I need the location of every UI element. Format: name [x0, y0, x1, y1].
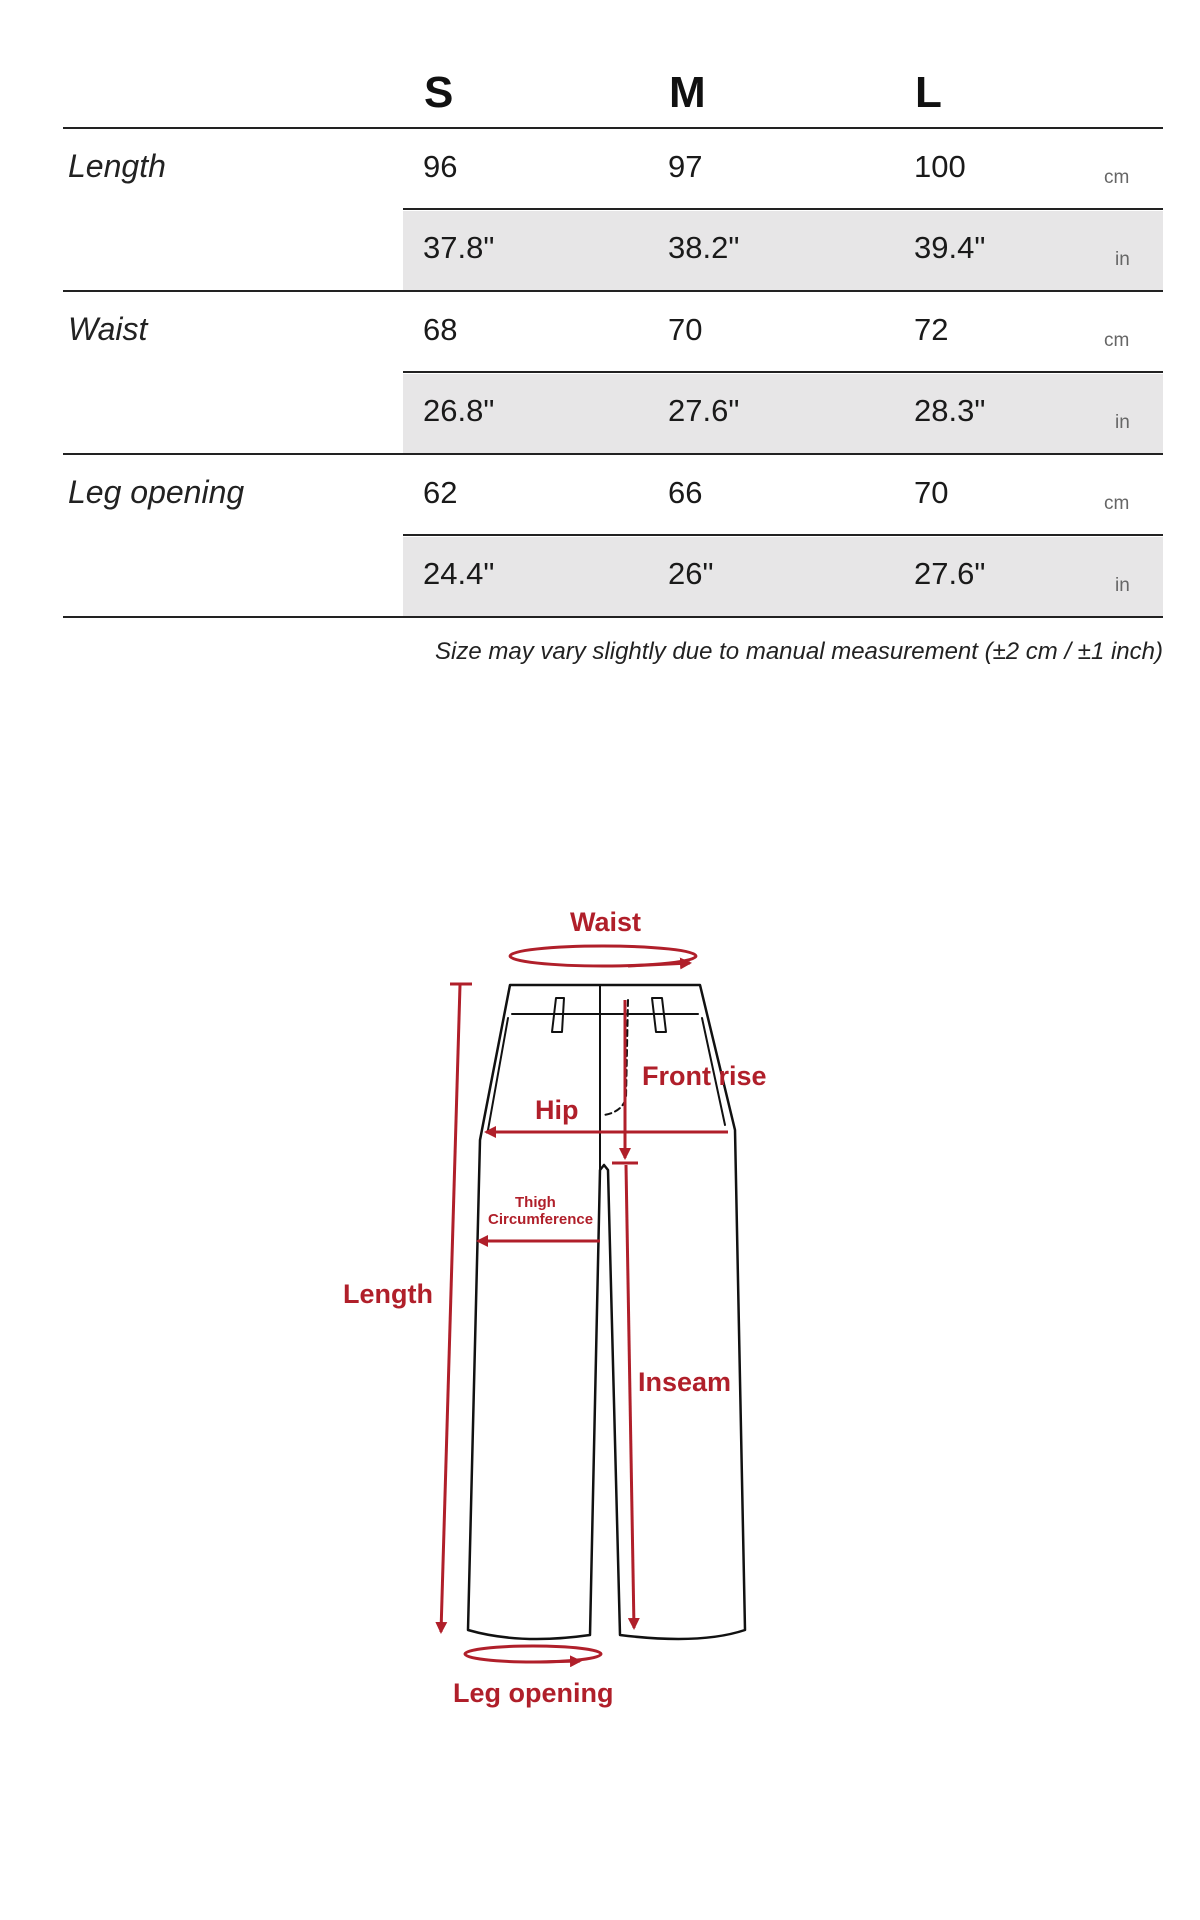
row-label-length: Length [68, 148, 166, 184]
table-cell: 38.2" [668, 230, 740, 265]
table-cell: 72 [914, 312, 949, 347]
table-cell: 37.8" [423, 230, 495, 265]
leg-opening-arrow [540, 1661, 580, 1662]
row-label-waist: Waist [68, 311, 148, 347]
table-cell: 26" [668, 556, 714, 591]
length-line [441, 985, 460, 1632]
table-cell: 62 [423, 475, 458, 510]
leg-opening-loop [465, 1646, 601, 1662]
table-cell: 97 [668, 149, 703, 184]
waist-label: Waist [570, 907, 642, 937]
unit-label: cm [1104, 330, 1130, 351]
hip-label: Hip [535, 1095, 579, 1125]
table-cell: 68 [423, 312, 458, 347]
front-rise-label: Front rise [642, 1061, 767, 1091]
unit-label: cm [1104, 167, 1130, 188]
size-header-l: L [915, 68, 942, 117]
table-cell: 70 [668, 312, 703, 347]
table-cell: 24.4" [423, 556, 495, 591]
size-header-s: S [424, 68, 454, 117]
measurement-lines [441, 946, 728, 1662]
size-header-m: M [669, 68, 706, 117]
table-cell: 28.3" [914, 393, 986, 428]
table-cell: 100 [914, 149, 966, 184]
unit-label: in [1115, 412, 1130, 433]
table-cell: 70 [914, 475, 949, 510]
inseam-label: Inseam [638, 1367, 732, 1397]
table-cell: 66 [668, 475, 703, 510]
leg-opening-label: Leg opening [453, 1678, 614, 1708]
unit-label: in [1115, 249, 1130, 270]
unit-label: cm [1104, 493, 1130, 514]
circumference-label: Circumference [488, 1211, 594, 1228]
inseam-line [626, 1165, 634, 1628]
length-label: Length [343, 1279, 433, 1309]
table-cell: 26.8" [423, 393, 495, 428]
thigh-label: Thigh [515, 1194, 556, 1211]
table-cell: 96 [423, 149, 458, 184]
table-cell: 27.6" [914, 556, 986, 591]
table-cell: 27.6" [668, 393, 740, 428]
waist-arrow [628, 963, 690, 966]
row-label-leg-opening: Leg opening [68, 474, 245, 510]
table-cell: 39.4" [914, 230, 986, 265]
measurement-note: Size may vary slightly due to manual measurement (±2 cm / ±1 inch) [435, 638, 1163, 665]
unit-label: in [1115, 575, 1130, 596]
